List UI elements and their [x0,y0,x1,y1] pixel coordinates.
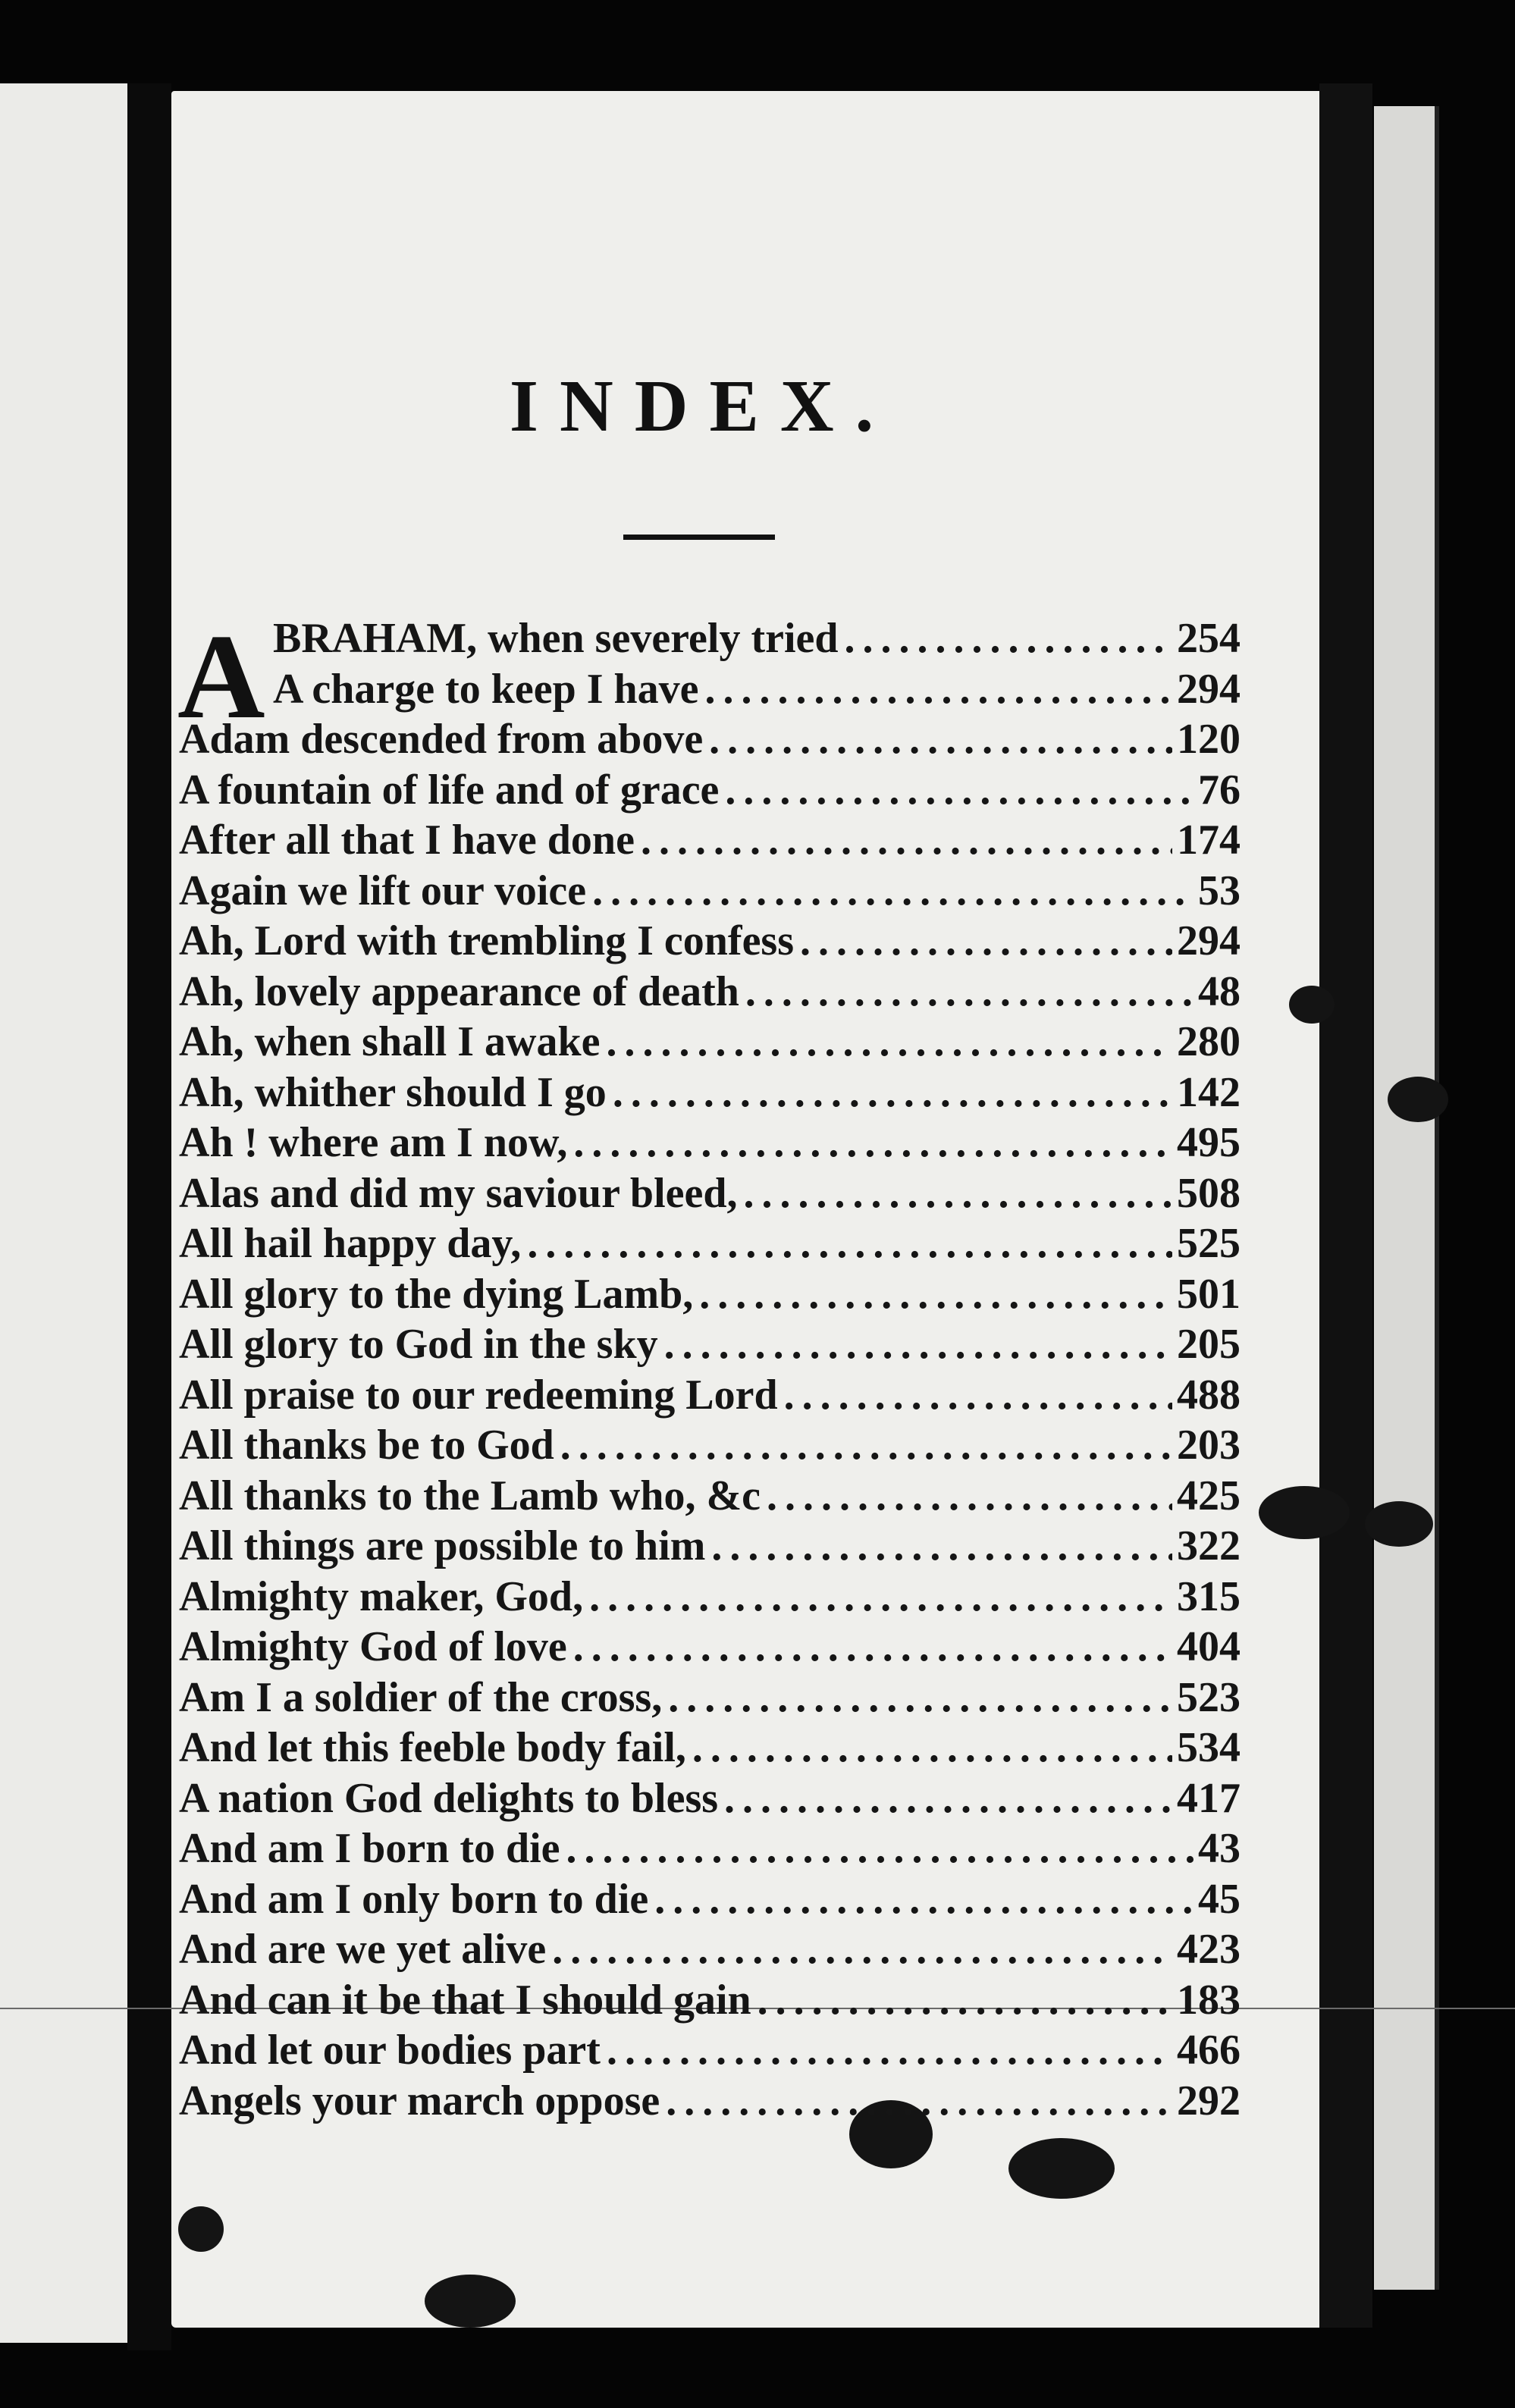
left-page-edge [0,83,127,2343]
entry-page-number: 488 [1177,1371,1241,1419]
entry-leader-dots [635,816,1172,864]
index-entry [179,1572,1241,1623]
entry-page-number: 534 [1177,1724,1241,1771]
index-entry [179,1472,1241,1522]
entry-title: Almighty God of love [179,1623,567,1670]
index-entry [179,1673,1241,1724]
index-entry [179,1925,1241,1976]
entry-title: A charge to keep I have [273,665,699,713]
entry-leader-dots [560,1824,1193,1873]
page-fore-edge-inner [1374,106,1439,2290]
entry-page-number: 322 [1177,1522,1241,1569]
entry-page-number: 174 [1177,817,1241,864]
index-entry [179,1068,1241,1119]
index-entry [179,1774,1241,1825]
index-entry [179,614,1241,665]
entry-page-number: 205 [1177,1321,1241,1368]
entry-page-number: 508 [1177,1169,1241,1217]
entry-page-number: 142 [1177,1068,1241,1116]
entry-leader-dots [751,1976,1172,2024]
entry-title: And let our bodies part [179,2027,601,2074]
index-list [177,609,1241,2127]
entry-title: All glory to the dying Lamb, [179,1270,694,1318]
entry-page-number: 183 [1177,1976,1241,2024]
entry-title: And are we yet alive [179,1926,547,1973]
entry-leader-dots [718,1774,1172,1823]
entry-title: And let this feeble body fail, [179,1724,686,1771]
entry-title: All thanks to the Lamb who, &c [179,1472,761,1519]
drop-cap: A [177,609,265,744]
index-entry [179,1824,1241,1875]
index-entry [179,816,1241,867]
entry-title: Ah ! where am I now, [179,1119,568,1166]
entry-title: Ah, lovely appearance of death [179,967,739,1015]
entry-page-number: 417 [1177,1774,1241,1822]
entry-title: And am I only born to die [179,1875,649,1923]
index-entry [179,766,1241,817]
index-entry [179,867,1241,917]
entry-title: Ah, whither should I go [179,1068,607,1116]
entry-page-number: 48 [1198,967,1241,1015]
entry-page-number: 501 [1177,1270,1241,1318]
entry-title: Adam descended from above [179,716,704,763]
index-entry [179,1017,1241,1068]
entry-title: Ah, Lord with trembling I confess [179,917,795,964]
entry-page-number: 294 [1177,917,1241,964]
entry-leader-dots [686,1723,1172,1772]
index-entry [179,1320,1241,1371]
entry-page-number: 76 [1198,766,1241,814]
entry-title: Angels your march oppose [179,2077,660,2124]
entry-page-number: 294 [1177,665,1241,713]
entry-title: All thanks be to God [179,1422,554,1469]
index-entry [179,917,1241,967]
entry-leader-dots [719,766,1193,814]
entry-leader-dots [567,1118,1172,1167]
entry-title: Almighty maker, God, [179,1572,584,1620]
entry-title: A fountain of life and of grace [179,766,720,814]
index-entry [179,715,1241,766]
entry-page-number: 315 [1177,1572,1241,1620]
entry-title: Ah, when shall I awake [179,1018,601,1065]
entry-leader-dots [567,1623,1172,1671]
entry-title: Again we lift our voice [179,867,587,914]
page-title: INDEX. [509,365,896,447]
index-content [171,91,1354,2328]
entry-leader-dots [699,665,1172,713]
entry-leader-dots [583,1572,1172,1621]
entry-leader-dots [839,614,1173,663]
ink-smudge [1388,1077,1448,1122]
index-entry [179,665,1241,716]
ink-smudge [1365,1501,1433,1547]
entry-page-number: 404 [1177,1623,1241,1670]
index-entry [179,1623,1241,1673]
entry-leader-dots [703,715,1172,763]
entry-leader-dots [607,1068,1172,1117]
entry-title: And am I born to die [179,1825,560,1872]
entry-title: Am I a soldier of the cross, [179,1673,663,1721]
index-entry [179,1522,1241,1572]
entry-page-number: 292 [1177,2077,1241,2124]
entry-leader-dots [693,1270,1172,1318]
entry-page-number: 423 [1177,1926,1241,1973]
index-entry [179,2026,1241,2077]
index-entry [179,2077,1241,2127]
index-entry [179,1371,1241,1422]
entry-page-number: 43 [1198,1825,1241,1872]
entry-leader-dots [658,1320,1172,1369]
entry-title: All things are possible to him [179,1522,706,1569]
entry-page-number: 280 [1177,1018,1241,1065]
entry-page-number: 254 [1177,615,1241,662]
entry-leader-dots [586,867,1193,915]
entry-title: All hail happy day, [179,1220,522,1267]
index-entry [179,1976,1241,2027]
index-entry [179,1723,1241,1774]
entry-page-number: 45 [1198,1875,1241,1923]
entry-title: All praise to our redeeming Lord [179,1371,778,1419]
entry-leader-dots [739,967,1193,1016]
entry-leader-dots [778,1371,1172,1419]
entry-title: All glory to God in the sky [179,1321,658,1368]
index-entry [179,1169,1241,1220]
index-entry [179,1219,1241,1270]
entry-leader-dots [600,1017,1172,1066]
entry-title: After all that I have done [179,817,635,864]
entry-leader-dots [761,1472,1172,1520]
entry-page-number: 523 [1177,1673,1241,1721]
entry-leader-dots [794,917,1172,965]
entry-leader-dots [648,1875,1193,1924]
index-entry [179,967,1241,1018]
index-entry [179,1421,1241,1472]
entry-page-number: 495 [1177,1119,1241,1166]
book-gutter [127,83,171,2350]
entry-title: Alas and did my saviour bleed, [179,1169,738,1217]
entry-page-number: 425 [1177,1472,1241,1519]
entry-page-number: 203 [1177,1422,1241,1469]
entry-leader-dots [737,1169,1172,1218]
entry-title: And can it be that I should gain [179,1976,751,2024]
index-entry [179,1118,1241,1169]
entry-page-number: 466 [1177,2027,1241,2074]
entry-page-number: 53 [1198,867,1241,914]
entry-leader-dots [554,1421,1172,1469]
entry-leader-dots [521,1219,1172,1268]
entry-title: A nation God delights to bless [179,1774,719,1822]
entry-title: BRAHAM, when severely tried [273,615,839,662]
entry-leader-dots [601,2026,1172,2074]
entry-leader-dots [705,1522,1172,1570]
title-rule [623,535,775,540]
index-entry [179,1875,1241,1926]
entry-leader-dots [546,1925,1172,1974]
entry-page-number: 525 [1177,1220,1241,1267]
entry-leader-dots [662,1673,1172,1722]
entry-leader-dots [660,2077,1172,2125]
entry-page-number: 120 [1177,716,1241,763]
index-entry [179,1270,1241,1321]
